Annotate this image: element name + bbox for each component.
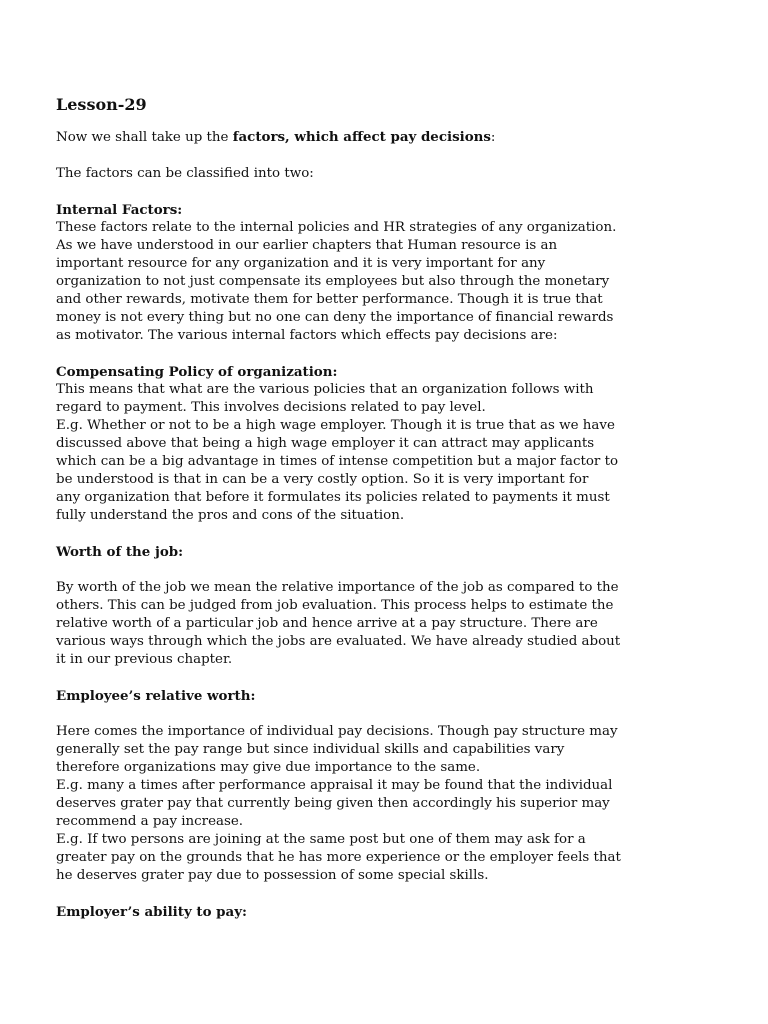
text-line: organization to not just compensate its employees but also through the monetary [56, 274, 610, 289]
compensating-policy-heading: Compensating Policy of organization: [56, 364, 338, 380]
employee-worth-body [56, 723, 716, 885]
employee-worth-heading: Employee’s relative worth: [56, 688, 256, 704]
text-line: it in our previous chapter. [56, 652, 233, 667]
text-line: greater pay on the grounds that he has more experience or the employer feels that [56, 850, 621, 865]
internal-factors-heading: Internal Factors: [56, 202, 183, 218]
lesson-title: Lesson-29 [56, 95, 147, 114]
text-line: recommend a pay increase. [56, 814, 244, 829]
text-line: This means that what are the various policies that an organization follows with [56, 382, 594, 397]
text-line: As we have understood in our earlier chapters that Human resource is an [56, 238, 558, 253]
text-line: therefore organizations may give due importance to the same. [56, 760, 481, 775]
worth-of-job-heading: Worth of the job: [56, 544, 184, 560]
text-line: money is not every thing but no one can deny the importance of financial rewards [56, 310, 614, 325]
text-line: be understood is that in can be a very costly option. So it is very important for [56, 472, 589, 487]
text-line: important resource for any organization and it is very important for any [56, 256, 546, 271]
internal-factors-body [56, 219, 716, 345]
text-line: generally set the pay range but since individual skills and capabilities vary [56, 742, 565, 757]
text-line: deserves grater pay that currently being given then accordingly his superior may [56, 796, 610, 811]
text-line: he deserves grater pay due to possession of some special skills. [56, 868, 489, 883]
text-line: These factors relate to the internal policies and HR strategies of any organization. [56, 220, 617, 235]
text-line: relative worth of a particular job and hence arrive at a pay structure. There are [56, 616, 598, 631]
compensating-policy-body [56, 381, 716, 525]
intro-paragraph [56, 128, 716, 147]
text-line: E.g. Whether or not to be a high wage employer. Though it is true that as we have [56, 418, 615, 433]
intro-prefix: Now we shall take up the [56, 130, 233, 145]
worth-of-job-body [56, 579, 716, 669]
employer-ability-heading: Employer’s ability to pay: [56, 904, 247, 920]
text-line: others. This can be judged from job evaluation. This process helps to estimate the [56, 598, 614, 613]
text-line: discussed above that being a high wage employer it can attract may applicants [56, 436, 595, 451]
text-line: any organization that before it formulates its policies related to payments it must [56, 490, 610, 505]
text-line: E.g. If two persons are joining at the same post but one of them may ask for a [56, 832, 586, 847]
text-line: and other rewards, motivate them for better performance. Though it is true that [56, 292, 603, 307]
text-line: various ways through which the jobs are evaluated. We have already studied about [56, 634, 621, 649]
document-page [56, 90, 716, 921]
text-line: which can be a big advantage in times of intense competition but a major factor to [56, 454, 619, 469]
text-line: regard to payment. This involves decisions related to pay level. [56, 400, 486, 415]
text-line: By worth of the job we mean the relative importance of the job as compared to the [56, 580, 619, 595]
text-line: E.g. many a times after performance appraisal it may be found that the individual [56, 778, 613, 793]
classification-paragraph: The factors can be classified into two: [56, 166, 314, 181]
text-line: Here comes the importance of individual pay decisions. Though pay structure may [56, 724, 618, 739]
text-line: fully understand the pros and cons of the situation. [56, 508, 405, 523]
intro-bold: factors, which affect pay decisions [232, 129, 491, 145]
intro-suffix: : [490, 130, 496, 145]
text-line: as motivator. The various internal factors which effects pay decisions are: [56, 328, 558, 343]
